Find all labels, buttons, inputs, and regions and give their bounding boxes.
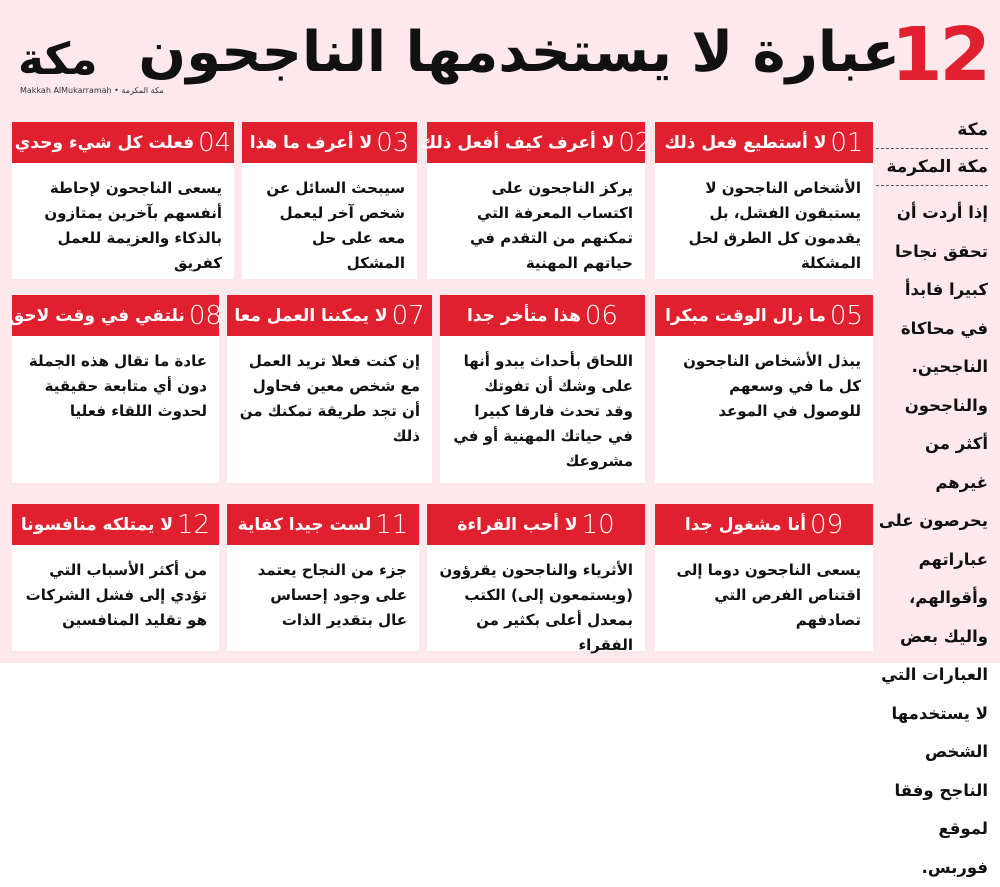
- card-title: أنا مشغول جدا: [684, 514, 807, 535]
- card-header: [655, 122, 873, 163]
- phrase-card: [242, 122, 417, 279]
- card-title: لا أستطيع فعل ذلك: [664, 132, 827, 153]
- title-number: 12: [891, 12, 988, 98]
- card-body: من أكثر الأسباب التي تؤدي إلى فشل الشركات هو تقليد المنافسين: [25, 561, 207, 629]
- card-header: [12, 122, 234, 163]
- card-body: إن كنت فعلا تريد العمل مع شخص معين فحاول أن تجد طريقة تمكنك من ذلك: [239, 352, 420, 445]
- card-title: فعلت كل شيء وحدي: [14, 132, 195, 153]
- intro-text: إذا أردت أن تحقق نجاحا كبيرا فابدأ في محاكاة الناجحين. والناجحون أكثر من غيرهم يحرصون على عباراتهم وأقوالهم، واليك بعض العبارات التي لا يستخدمها الشخص الناجح وفقا لموقع فوربس.: [878, 203, 988, 877]
- card-header: [427, 504, 645, 545]
- phrase-card: [655, 504, 873, 651]
- source-label: مكة: [957, 120, 988, 140]
- card-number: 11: [375, 509, 409, 540]
- phrase-card: [12, 122, 234, 279]
- source-label-full: مكة المكرمة: [886, 157, 988, 177]
- card-title: لا أعرف ما هذا: [249, 132, 373, 153]
- card-body: يسعى الناجحون لإحاطة أنفسهم بآخرين يمتازون بالذكاء والعزيمة للعمل كفريق: [44, 179, 222, 272]
- card-number: 02: [618, 127, 652, 158]
- card-header: [655, 504, 873, 545]
- card-header: [655, 295, 873, 336]
- sidebar-intro: [876, 118, 988, 887]
- card-header: [420, 122, 652, 163]
- card-title: لا يمتلكه منافسونا: [20, 514, 173, 535]
- card-header: [12, 504, 219, 545]
- card-body: الأثرياء والناجحون يقرؤون (ويستمعون إلى) الكتب بمعدل أعلى بكثير من الفقراء: [439, 561, 633, 654]
- phrase-card: [227, 295, 432, 483]
- card-number: 08: [188, 300, 222, 331]
- logo-wordmark: مكة: [18, 34, 98, 85]
- card-body: جزء من النجاح يعتمد على وجود إحساس عال بتقدير الذات: [257, 561, 407, 629]
- divider: [876, 185, 988, 186]
- phrase-card: [420, 122, 652, 279]
- card-title: نلتقي في وقت لاحق: [9, 305, 185, 326]
- card-body: يبذل الأشخاص الناجحون كل ما في وسعهم للوصول في الموعد: [683, 352, 861, 420]
- page-title: عبارة لا يستخدمها الناجحون: [138, 20, 900, 85]
- phrase-card: [440, 295, 645, 483]
- card-number: 03: [376, 127, 410, 158]
- card-title: لا يمكننا العمل معا: [234, 305, 388, 326]
- card-title: هذا متأخر جدا: [467, 305, 581, 326]
- card-header: [242, 122, 417, 163]
- card-title: لا أحب القراءة: [457, 514, 578, 535]
- card-title: لست جيدا كفاية: [237, 514, 372, 535]
- card-number: 01: [830, 127, 864, 158]
- card-number: 10: [581, 509, 615, 540]
- phrase-card: [9, 295, 222, 483]
- card-number: 05: [829, 300, 863, 331]
- card-number: 09: [810, 509, 844, 540]
- card-body: الأشخاص الناجحون لا يستبقون الفشل، بل يقدمون كل الطرق لحل المشكلة: [688, 179, 861, 272]
- card-header: [9, 295, 222, 336]
- phrase-card: [12, 504, 219, 651]
- card-number: 07: [391, 300, 425, 331]
- card-header: [227, 295, 432, 336]
- card-body: اللحاق بأحداث يبدو أنها على وشك أن تفوتك وقد تحدث فارقا كبيرا في حياتك المهنية أو في مشروعك: [453, 352, 633, 470]
- card-body: يركز الناجحون على اكتساب المعرفة التي تمكنهم من التقدم في حياتهم المهنية: [469, 179, 633, 272]
- card-title: لا أعرف كيف أفعل ذلك: [420, 132, 615, 153]
- divider: [876, 148, 988, 149]
- card-body: عادة ما تقال هذه الجملة دون أي متابعة حقيقية لحدوث اللقاء فعليا: [28, 352, 207, 420]
- makkah-logo: [18, 34, 168, 98]
- card-title: ما زال الوقت مبكرا: [665, 305, 826, 326]
- phrase-card: [427, 504, 645, 654]
- card-body: سيبحث السائل عن شخص آخر ليعمل معه على حل المشكل: [266, 179, 405, 272]
- phrase-card: [655, 122, 873, 279]
- card-header: [227, 504, 419, 545]
- card-number: 06: [584, 300, 618, 331]
- logo-subtitle: Makkah AlMukarramah • مكة المكرمة: [20, 86, 164, 95]
- phrase-card: [227, 504, 419, 651]
- card-body: يسعى الناجحون دوما إلى اقتناص الفرص التي تصادفهم: [676, 561, 861, 629]
- card-number: 12: [176, 509, 211, 540]
- phrase-card: [655, 295, 873, 483]
- card-number: 04: [198, 127, 232, 158]
- card-header: [440, 295, 645, 336]
